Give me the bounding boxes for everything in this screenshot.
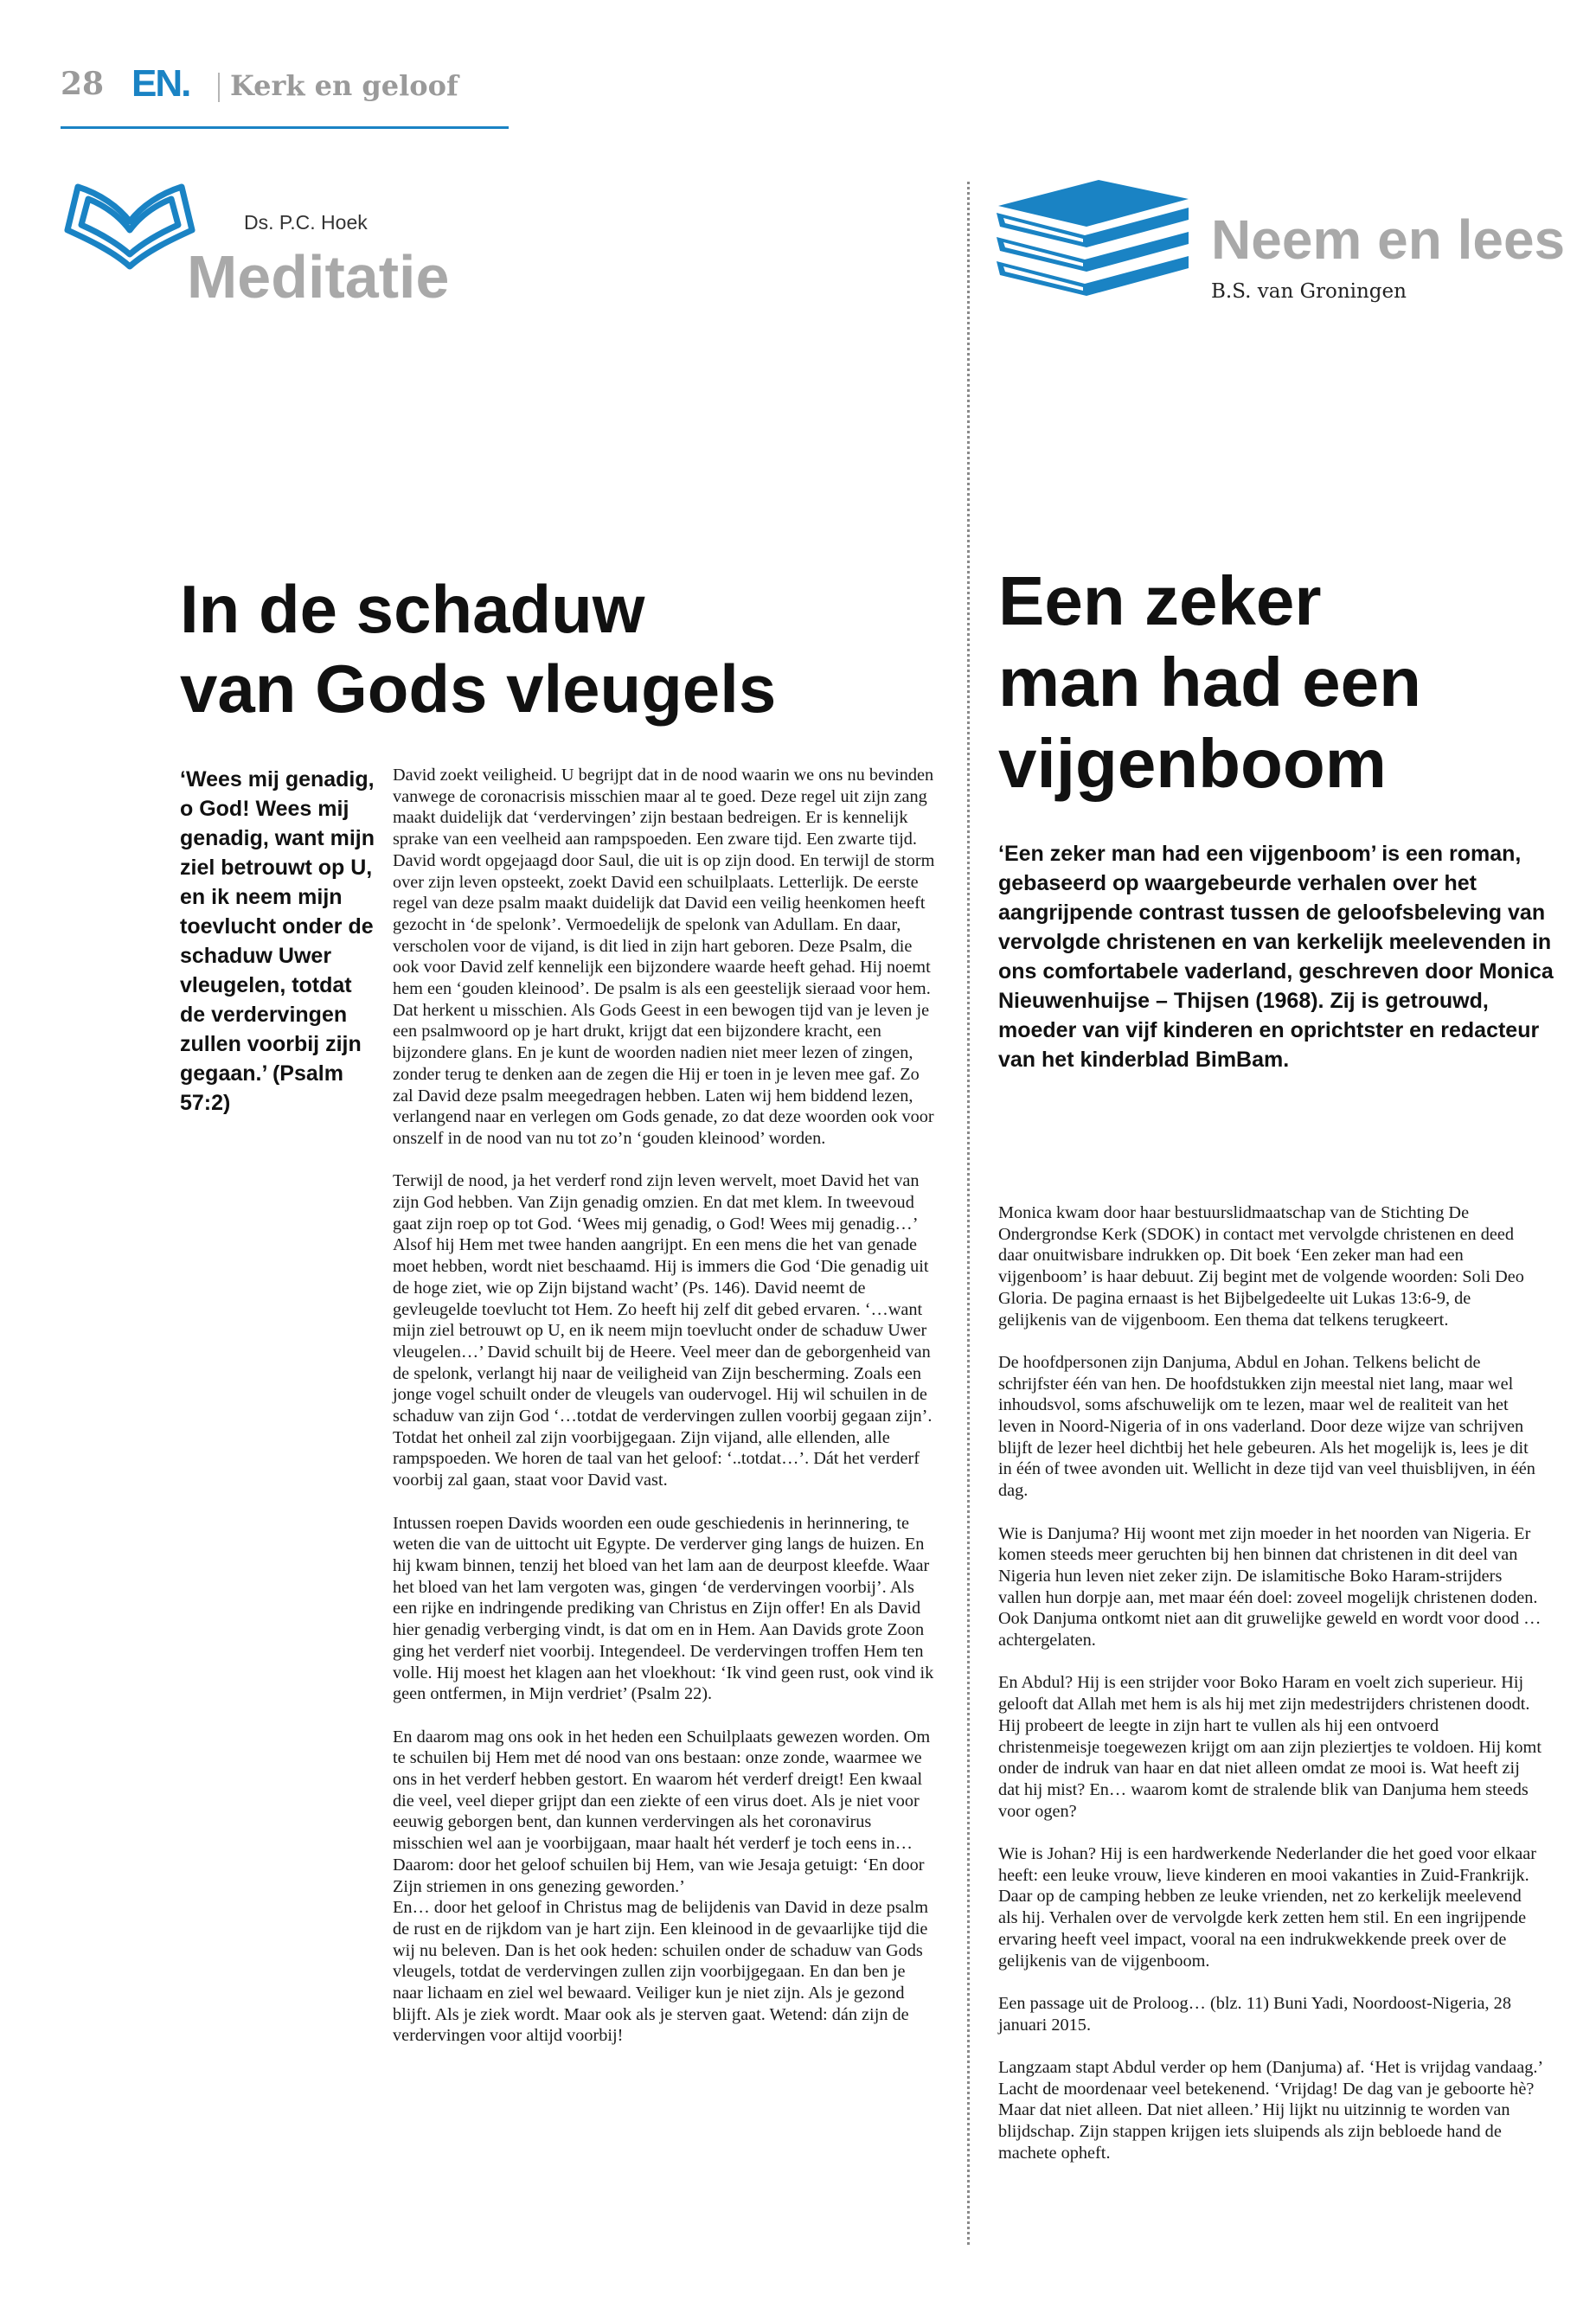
header-rule <box>61 126 509 129</box>
article-body-right <box>998 1202 1543 2185</box>
title-right-line3: vijgenboom <box>998 725 1387 802</box>
column-divider <box>967 182 970 2245</box>
paragraph: Terwijl de nood, ja het verderf rond zijn leven wervelt, moet David het van zijn God hebben. Van Zijn genadig omzien. En dat met klem. In tweevoud gaat zijn roep op tot God. ‘Wees mij genadig, o God! Wees mij genadig…’ Alsof hij Hem met twee handen aangrijpt. En een mens die het van genade moet hebben, wordt niet beschaamd. Hij is immers die God ‘Die genadig uit de hoge ziet, wie op Zijn bijstand wacht’ (Ps. 146). David neemt de gevleugelde toevlucht tot Hem. Zo heeft hij zelf dit gebed ervaren. ‘…want mijn ziel betrouwt op U, en ik neem mijn toevlucht onder de schaduw Uwer vleugelen…’ David schuilt bij de Heere. Veel meer dan de geborgenheid van de spelonk, verlangt hij naar de veiligheid van Zijn bescherming. Zoals een jonge vogel schuilt onder de vleugels van oudervogel. Hij wil schuilen in de schaduw van zijn God ‘…totdat de verdervingen zullen voorbij gegaan zijn’. Totdat het onheil zal zijn voorbijgegaan. Zijn vijand, alle ellenden, alle rampspoeden. We horen de taal van het geloof: ‘..totdat…’. Dát het verderf voorbij zal gaan, staat voor David vast. <box>393 1171 933 1490</box>
section-title: Kerk en geloof <box>230 69 458 102</box>
page-number: 28 <box>61 66 105 102</box>
paragraph: En… door het geloof in Christus mag de belijdenis van David in deze psalm de rust en de rijkdom van je hart zijn. Een kleinood in de gevaarlijke tijd die wij nu beleven. Dan is het ook heden: schuilen onder de schaduw van Gods vleugels, totdat de verdervingen zullen zijn voorbijgegaan. En dan ben je naar lichaam en ziel wel bewaard. Veiliger kun je niet zijn. Als je gezond blijft. Als je ziek wordt. Maar ook als je sterven gaat. Wetend: dán zijn de verdervingen voor altijd voorbij! <box>393 1898 929 2046</box>
paragraph: Monica kwam door haar bestuurslidmaatschap van de Stichting De Ondergrondse Kerk (SDOK) in contact met vervolgde christenen en deed daar onuitwisbare indrukken op. Dit boek ‘Een zeker man had een vijgenboom’ is haar debuut. Zij begint met de volgende woorden: Soli Deo Gloria. De pagina ernaast is het Bijbelgedeelte uit Lukas 13:6-9, de gelijkenis van de vijgenboom. Een thema dat telkens terugkeert. <box>998 1203 1524 1330</box>
title-left-line2: van Gods vleugels <box>180 651 777 727</box>
paragraph: En daarom mag ons ook in het heden een Schuilplaats gewezen worden. Om te schuilen bij Hem met dé nood van ons bestaan: onze zonde, waarmee we ons in het verderf hebben gestort. En waarom hét verderf dreigt! Een kwaal die veel, veel dieper grijpt dan een ziekte of een virus doet. Als je niet voor eeuwig geborgen bent, dan kunnen verdervingen als het coronavirus misschien wel aan je voorbijgaan, maar haalt hét verderf je toch eens in… Daarom: door het geloof schuilen bij Hem, van wie Jesaja getuigt: ‘En door Zijn striemen in ons genezing geworden.’ <box>393 1727 931 1896</box>
article-title-left <box>180 569 941 728</box>
brand-logo: EN. <box>131 62 190 105</box>
title-left-line1: In de schaduw <box>180 571 645 647</box>
header-separator <box>218 73 220 102</box>
article-body-left <box>393 765 938 2068</box>
pull-quote: ‘Wees mij genadig, o God! Wees mij genadig, want mijn ziel betrouwt op U, en ik neem mijn toevlucht onder de schaduw Uwer vleugelen, totdat de verdervingen zullen voorbij zijn gegaan.’ (Psalm 57:2) <box>180 767 375 1115</box>
title-right-line2: man had een <box>998 644 1422 721</box>
intro-paragraph: ‘Een zeker man had een vijgenboom’ is een roman, gebaseerd op waargebeurde verhalen over het aangrijpende contrast tussen de geloofsbeleving van vervolgde christenen en van kerkelijk meelevenden in ons comfortabele vaderland, geschreven door Monica Nieuwenhuijse – Thijsen (1968). Zij is getrouwd, moeder van vijf kinderen en oprichtster en redacteur van het kinderblad BimBam. <box>998 842 1554 1072</box>
paragraph: David zoekt veiligheid. U begrijpt dat in de nood waarin we ons nu bevinden vanwege de coronacrisis misschien maar al te goed. Deze regel uit zijn zang maakt duidelijk dat ‘verdervingen’ zijn bestaan bedreigen. Er is kennelijk sprake van een veelheid aan rampspoeden. Een zware tijd. Een zwarte tijd. David wordt opgejaagd door Saul, die uit is op zijn dood. En terwijl de storm over zijn leven opsteekt, zoekt David een schuilplaats. Letterlijk. De eerste regel van deze psalm maakt duidelijk dat David een veilig heenkomen heeft gezocht in ‘de spelonk’. Vermoedelijk de spelonk van Adullam. En daar, verscholen voor de vijand, is dit lied in zijn hart geboren. Deze Psalm, die ook voor David zelf kennelijk een bijzondere waarde heeft gehad. Hij noemt hem een ‘gouden kleinood’. De psalm is als een geestelijk sieraad voor hem. Dat herkent u misschien. Als Gods Geest in een bewogen tijd van je leven je een psalmwoord op je hart drukt, krijgt dat een bijzondere kracht, een bijzondere glans. En je kunt de woorden nadien niet meer lezen of zingen, zonder terug te denken aan de zegen die Hij er toen in je leven mee gaf. Zo zal David deze psalm meegedragen hebben. Laten wij hem biddend lezen, verlangend naar en verlegen om Gods genade, zo dat deze woorden ook voor onszelf in de nood van nu tot zo’n ‘gouden kleinood’ worden. <box>393 766 935 1148</box>
paragraph: Intussen roepen Davids woorden een oude geschiedenis in herinnering, te weten die van de uittocht uit Egypte. De verderver ging langs de huizen. En hij kwam binnen, tenzij het bloed van het lam aan de deurpost kleefde. Waar het bloed van het lam vergoten was, gingen ‘de verdervingen voorbij’. Als een rijke en indringende prediking van Christus en Zijn offer! En als David hier genadig verberging vindt, is dat om en in Hem. Aan Davids grote Zoon ging het verderf niet voorbij. Integendeel. De verdervingen troffen Hem ten volle. Hij moest het klagen aan het vloekhout: ‘Ik vind geen rust, ook vind ik geen ontfermen, in Mijn verdriet’ (Psalm 22). <box>393 1513 934 1704</box>
author-left: Ds. P.C. Hoek <box>244 211 368 234</box>
column-label-meditatie: Meditatie <box>187 243 450 311</box>
paragraph: Wie is Danjuma? Hij woont met zijn moeder in het noorden van Nigeria. Er komen steeds meer geruchten bij hen binnen dat christenen in dit deel van Nigeria hun leven niet zeker zijn. De islamitische Boko Haram-strijders vallen hun dorpje aan, met maar één doel: zoveel mogelijk christenen doden. Ook Danjuma ontkomt niet aan dit gruwelijke geweld en wordt voor dood … achtergelaten. <box>998 1523 1542 1650</box>
open-book-icon <box>61 180 199 279</box>
author-right: B.S. van Groningen <box>1211 280 1407 303</box>
column-label-neem-en-lees: Neem en lees <box>1211 208 1566 271</box>
books-stack-icon <box>993 180 1192 314</box>
article-title-right <box>998 561 1569 804</box>
paragraph: En Abdul? Hij is een strijder voor Boko Haram en voelt zich superieur. Hij gelooft dat Allah met hem is als hij met zijn medestrijders christenen doodt. Hij probeert de leegte in zijn hart te vullen als hij een ontvoerd christenmeisje toegewezen krijgt om aan zijn pleziertjes te voldoen. Hij komt onder de indruk van haar en dat niet alleen omdat ze mooi is. Wat heeft zij dat hij mist? En… waarom komt de stralende blik van Danjuma hem steeds voor ogen? <box>998 1673 1542 1821</box>
paragraph: Wie is Johan? Hij is een hardwerkende Nederlander die het goed voor elkaar heeft: een leuke vrouw, lieve kinderen en mooi vakanties in Zuid-Frankrijk. Daar op de camping hebben ze leuke vrienden, net zo kerkelijk meelevend als hij. Verhalen over de vervolgde kerk zetten hem stil. En een ingrijpende ervaring heeft veel impact, vooral na een indrukwekkende preek over de gelijkenis van de vijgenboom. <box>998 1844 1537 1971</box>
paragraph: De hoofdpersonen zijn Danjuma, Abdul en Johan. Telkens belicht de schrijfster één van hen. De hoofdstukken zijn meestal niet lang, maar wel inhoudsvol, soms afschuwelijk om te lezen, maar wel de realiteit van het leven in Noord-Nigeria of in ons vaderland. Door deze wijze van schrijven blijft de lezer heel dichtbij het hele gebeuren. Als het mogelijk is, lees je dit in één of twee avonden uit. Wellicht in deze tijd van veel thuisblijven, in één dag. <box>998 1352 1535 1501</box>
paragraph: Een passage uit de Proloog… (blz. 11) Buni Yadi, Noordoost-Nigeria, 28 januari 2015. <box>998 1993 1511 2035</box>
title-right-line1: Een zeker <box>998 562 1322 639</box>
paragraph: Langzaam stapt Abdul verder op hem (Danjuma) af. ‘Het is vrijdag vandaag.’ Lacht de moordenaar veel betekenend. ‘Vrijdag! De dag van je geboorte hè? Maar dat niet alleen. Dat niet alleen.’ Hij lijkt nu uitzinnig te worden van blijdschap. Zijn stappen krijgen iets sluipends als zijn bebloede hand de machete opheft. <box>998 2058 1542 2163</box>
